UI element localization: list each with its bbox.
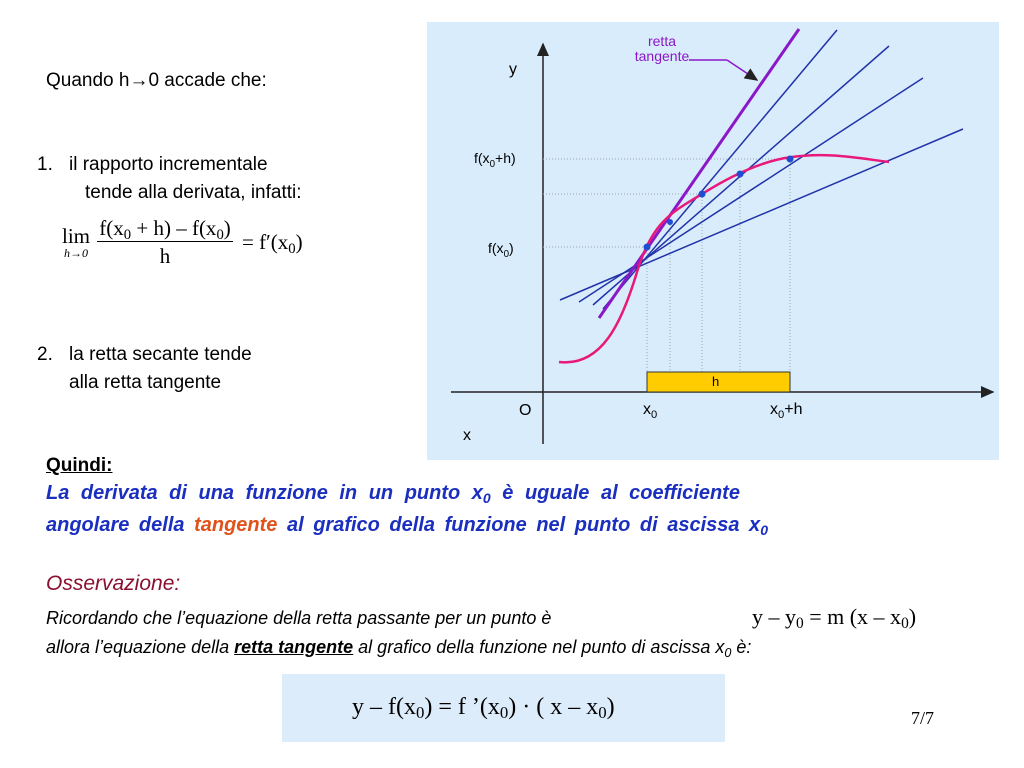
point2-number: 2. bbox=[37, 344, 53, 365]
point1-line1: il rapporto incrementale bbox=[69, 154, 268, 175]
final-sub1: 0 bbox=[415, 703, 425, 722]
line-eq-sub: 0 bbox=[796, 615, 804, 632]
f-x0h-sub: 0 bbox=[489, 159, 496, 170]
osservazione-heading: Osservazione: bbox=[46, 572, 181, 595]
point1-number: 1. bbox=[37, 154, 53, 175]
osservazione-line2-c: è: bbox=[731, 637, 752, 657]
tick-x0-label bbox=[643, 401, 657, 419]
tick-x0h-sub: 0 bbox=[778, 409, 785, 421]
conclusion-line1-a: La derivata di una funzione in un punto x bbox=[46, 482, 483, 504]
tangent-pointer-arrow bbox=[727, 60, 757, 80]
conclusion-line2-b: al grafico della funzione nel punto di ascissa x bbox=[277, 514, 761, 536]
h-bar-label: h bbox=[712, 374, 720, 389]
limit-fraction bbox=[97, 216, 233, 268]
page-number: 7/7 bbox=[911, 708, 935, 728]
limit-formula bbox=[62, 216, 303, 268]
numerator-part-c: ) bbox=[223, 216, 231, 240]
point2-line1: la retta secante tende bbox=[69, 344, 252, 365]
osservazione-line2-sub: 0 bbox=[724, 646, 732, 660]
numerator-sub-2: 0 bbox=[216, 227, 224, 243]
tick-x0-part-a: x bbox=[643, 401, 651, 418]
point1-line2: tende alla derivata, infatti: bbox=[85, 182, 302, 203]
osservazione-bold: retta tangente bbox=[234, 637, 354, 657]
line-eq-b: = m (x – x bbox=[803, 604, 902, 629]
conclusion-line1-b: è uguale al coefficiente bbox=[490, 482, 740, 504]
y-axis-label: y bbox=[509, 61, 517, 78]
conclusion-highlight: tangente bbox=[194, 514, 278, 536]
limit-subscript: h→0 bbox=[64, 246, 88, 260]
tick-x0-sub: 0 bbox=[651, 409, 658, 421]
rhs-part-a: = f′(x bbox=[242, 229, 289, 254]
osservazione-line2-b: al grafico della funzione nel punto di ascissa x bbox=[353, 637, 725, 657]
rhs-sub: 0 bbox=[288, 240, 296, 257]
osservazione-line2 bbox=[46, 637, 751, 658]
final-sub2: 0 bbox=[499, 703, 509, 722]
numerator-part-a: f(x bbox=[99, 216, 124, 240]
secant-lines bbox=[560, 30, 963, 309]
osservazione-line2-a: allora l’equazione della bbox=[46, 637, 235, 657]
tick-x0h-part-b: +h bbox=[784, 401, 803, 418]
osservazione-line1: Ricordando che l’equazione della retta passante per un punto è bbox=[46, 608, 552, 628]
point2-line2: alla retta tangente bbox=[69, 372, 222, 393]
rhs-part-b: ) bbox=[295, 229, 303, 254]
conclusion-line1 bbox=[46, 482, 740, 505]
f-x0h-part-b: +h) bbox=[495, 150, 516, 166]
tick-x0h-part-a: x bbox=[770, 401, 778, 418]
quindi-heading: Quindi: bbox=[46, 455, 113, 476]
numerator-part-b: + h) – f(x bbox=[131, 216, 217, 240]
line-eq-c: ) bbox=[908, 604, 917, 629]
tangent-equation bbox=[352, 694, 615, 721]
final-sub3: 0 bbox=[598, 703, 607, 722]
final-c: ) · ( x – x bbox=[508, 694, 599, 720]
line-eq-sub2: 0 bbox=[901, 615, 909, 632]
conclusion-line2 bbox=[46, 514, 768, 537]
limit-lim: lim bbox=[62, 224, 91, 248]
conclusion-line2-a: angolare della bbox=[46, 514, 195, 536]
tick-x0h-label bbox=[770, 401, 802, 419]
f-x0-label bbox=[488, 240, 514, 260]
origin-label: O bbox=[519, 402, 532, 419]
intro-text: Quando h→0 accade che: bbox=[46, 70, 267, 91]
conclusion-line1-sub: 0 bbox=[482, 490, 491, 506]
denominator: h bbox=[159, 244, 171, 268]
tangent-label-line2: tangente bbox=[634, 48, 690, 64]
f-x0h-part-a: f(x bbox=[474, 150, 490, 166]
final-a: y – f(x bbox=[352, 694, 416, 720]
tangent-label bbox=[627, 34, 697, 64]
final-d: ) bbox=[606, 694, 615, 720]
function-curve bbox=[559, 155, 889, 362]
tangent-equation-box bbox=[282, 674, 725, 742]
f-x0-part-a: f(x bbox=[488, 240, 504, 256]
line-eq-a: y – y bbox=[752, 604, 796, 629]
f-x0-plus-h-label bbox=[474, 150, 516, 170]
final-b: ) = f ’(x bbox=[424, 694, 500, 720]
f-x0-sub: 0 bbox=[503, 249, 510, 260]
tangent-line bbox=[599, 29, 799, 318]
numerator-sub-1: 0 bbox=[123, 227, 132, 243]
line-equation bbox=[752, 604, 916, 630]
conclusion-line2-sub: 0 bbox=[760, 522, 768, 538]
x-axis-label: x bbox=[463, 427, 471, 444]
curve-points bbox=[644, 156, 794, 251]
graph-panel bbox=[427, 22, 999, 460]
guide-lines bbox=[543, 159, 790, 372]
tangent-label-line1: retta bbox=[647, 33, 676, 49]
f-x0-part-b: ) bbox=[509, 240, 514, 256]
